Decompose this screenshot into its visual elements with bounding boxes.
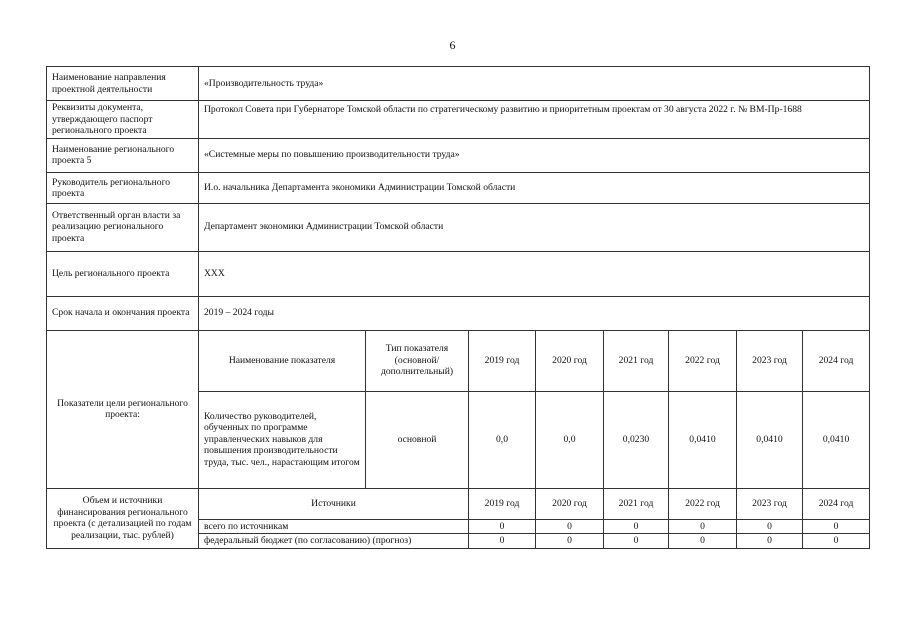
row-name (47, 138, 870, 172)
indicator-type-header: Тип показателя (основной/ дополнительный) (366, 330, 469, 391)
direction-label: Наименование направления проектной деятельности (47, 67, 199, 101)
financing-value: 0 (737, 519, 803, 534)
row-period (47, 296, 870, 330)
indicator-value: 0,0230 (604, 391, 669, 488)
financing-value: 0 (536, 534, 604, 549)
row-responsible (47, 203, 870, 251)
financing-value: 0 (604, 534, 669, 549)
financing-source: всего по источникам (199, 519, 469, 534)
financing-year-header: 2023 год (737, 488, 803, 519)
head-value: И.о. начальника Департамента экономики Администрации Томской области (199, 172, 870, 203)
row-goal (47, 251, 870, 296)
financing-value: 0 (737, 534, 803, 549)
indicator-year-header: 2024 год (803, 330, 870, 391)
indicator-year-header: 2021 год (604, 330, 669, 391)
financing-value: 0 (669, 534, 737, 549)
direction-value: «Производительность труда» (199, 67, 870, 101)
period-label: Срок начала и окончания проекта (47, 296, 199, 330)
requisites-label: Реквизиты документа, утверждающего паспорт регионального проекта (47, 101, 199, 139)
page-number: 6 (449, 38, 456, 52)
project-name-label: Наименование регионального проекта 5 (47, 138, 199, 172)
financing-source: федеральный бюджет (по согласованию) (прогноз) (199, 534, 469, 549)
indicators-header-row (47, 330, 870, 391)
row-direction (47, 67, 870, 101)
financing-value: 0 (469, 519, 536, 534)
financing-value: 0 (803, 534, 870, 549)
financing-year-header: 2024 год (803, 488, 870, 519)
indicator-type: основной (366, 391, 469, 488)
financing-year-header: 2020 год (536, 488, 604, 519)
financing-value: 0 (669, 519, 737, 534)
financing-year-header: 2021 год (604, 488, 669, 519)
head-label: Руководитель регионального проекта (47, 172, 199, 203)
indicator-name: Количество руководителей, обученных по программе управленческих навыков для повышения производительности труда, тыс. чел., нарастающим итогом (199, 391, 366, 488)
financing-value: 0 (536, 519, 604, 534)
financing-year-header: 2022 год (669, 488, 737, 519)
period-value: 2019 – 2024 годы (199, 296, 870, 330)
goal-value: ХХХ (199, 251, 870, 296)
indicator-value: 0,0410 (669, 391, 737, 488)
row-requisites (47, 101, 870, 139)
financing-year-header: 2019 год (469, 488, 536, 519)
indicator-name-header: Наименование показателя (199, 330, 366, 391)
financing-label: Объем и источники финансирования регионального проекта (с детализацией по годам реализации, тыс. рублей) (47, 488, 199, 548)
indicator-year-header: 2020 год (536, 330, 604, 391)
indicator-year-header: 2019 год (469, 330, 536, 391)
financing-value: 0 (803, 519, 870, 534)
financing-value: 0 (469, 534, 536, 549)
financing-header-row (47, 488, 870, 519)
sources-header: Источники (199, 488, 469, 519)
financing-value: 0 (604, 519, 669, 534)
indicator-value: 0,0410 (803, 391, 870, 488)
indicators-label: Показатели цели регионального проекта: (47, 330, 199, 488)
requisites-value: Протокол Совета при Губернаторе Томской области по стратегическому развитию и приоритетным проектам от 30 августа 2022 г. № ВМ-Пр-1688 (199, 101, 870, 139)
goal-label: Цель регионального проекта (47, 251, 199, 296)
indicator-year-header: 2023 год (737, 330, 803, 391)
indicator-value: 0,0 (469, 391, 536, 488)
indicator-value: 0,0410 (737, 391, 803, 488)
indicator-value: 0,0 (536, 391, 604, 488)
indicator-year-header: 2022 год (669, 330, 737, 391)
responsible-label: Ответственный орган власти за реализацию регионального проекта (47, 203, 199, 251)
responsible-value: Департамент экономики Администрации Томской области (199, 203, 870, 251)
row-head (47, 172, 870, 203)
project-name-value: «Системные меры по повышению производительности труда» (199, 138, 870, 172)
project-passport-table (46, 66, 870, 549)
